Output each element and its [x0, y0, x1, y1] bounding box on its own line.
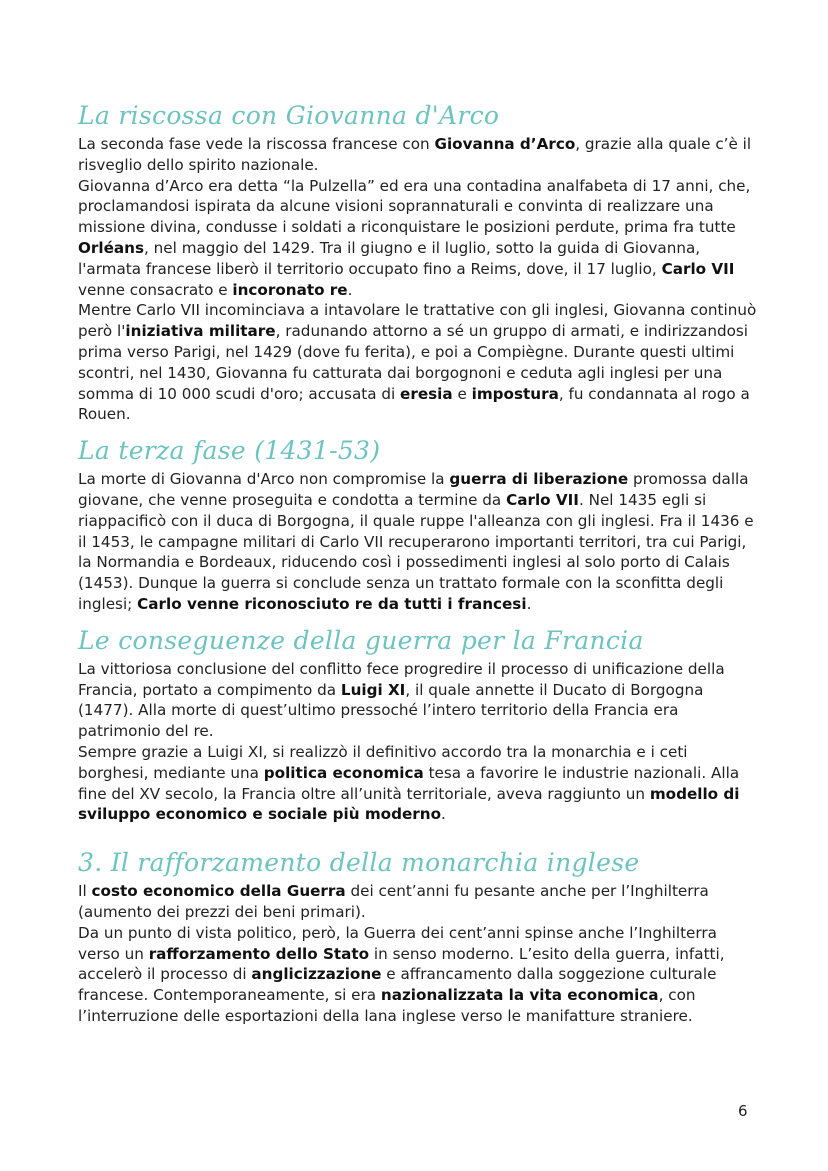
section-paragraph — [78, 300, 758, 425]
body-text: . — [441, 805, 446, 824]
bold-text: nazionalizzata la vita economica — [380, 986, 659, 1005]
body-text: dei cent’anni fu pesante anche per l’Inghilterra (aumento dei prezzi dei beni primari). — [78, 882, 709, 921]
body-text: tesa a favorire le industrie nazionali. Alla fine del XV secolo, la Francia oltre all’unità territoriale, aveva raggiunto un — [78, 763, 740, 803]
section-heading: La terza fase (1431-53) — [78, 436, 381, 466]
bold-text: Orléans — [78, 238, 145, 257]
bold-text: guerra di liberazione — [449, 470, 629, 489]
bold-text: Giovanna d’Arco — [434, 135, 576, 153]
body-text: La morte di Giovanna d'Arco non compromise la — [78, 470, 450, 489]
bold-text: impostura — [471, 384, 559, 403]
section-heading: 3. Il rafforzamento della monarchia inglese — [78, 848, 640, 878]
body-text: La seconda fase vede la riscossa francese con — [78, 135, 435, 153]
bold-text: eresia — [400, 384, 453, 403]
bold-text: Luigi XI — [340, 680, 406, 699]
bold-text: anglicizzazione — [251, 965, 382, 984]
page-number: 6 — [738, 1102, 748, 1120]
section-paragraph — [78, 742, 758, 825]
body-text: Da un punto di vista politico, però, la Guerra dei cent’anni spinse anche l’Inghilterra verso un — [78, 923, 717, 963]
bold-text: costo economico della Guerra — [91, 882, 346, 901]
section-heading: La riscossa con Giovanna d'Arco — [78, 101, 500, 130]
body-text: , nel maggio del 1429. Tra il giugno e il luglio, sotto la guida di Giovanna, l'armata francese liberò il territorio occupato fino a Reims, dove, il 17 luglio, — [78, 238, 701, 278]
body-text: Sempre grazie a Luigi XI, si realizzò il definitivo accordo tra la monarchia e i ceti borghesi, mediante una — [78, 742, 688, 782]
body-text: e — [452, 384, 472, 403]
section-paragraph — [78, 923, 758, 1027]
section-paragraph — [78, 881, 758, 923]
section-gap — [78, 425, 758, 433]
section-gap — [78, 825, 758, 845]
section-paragraph — [78, 469, 758, 615]
body-text: venne consacrato e — [78, 280, 233, 299]
section-gap — [78, 615, 758, 623]
section-paragraph — [78, 176, 758, 301]
body-text: . — [526, 594, 532, 613]
body-text: promossa dalla giovane, che venne proseguita e condotta a termine da — [78, 470, 749, 509]
body-text: in senso moderno. L’esito della guerra, infatti, accelerò il processo di — [78, 944, 725, 984]
body-text: , radunando attorno a sé un gruppo di armati, e indirizzandosi prima verso Parigi, nel 1429 (dove fu ferita), e poi a Compiègne. Durante questi ultimi scontri, nel 1430, Giovanna fu catturata dai borgognoni e ceduta agli inglesi per una somma di 10 000 scudi d'oro; accusata di — [78, 322, 749, 403]
body-text: Il — [78, 882, 92, 901]
section-paragraph — [78, 659, 758, 742]
bold-text: incoronato re — [232, 280, 348, 299]
section-heading: Le conseguenze della guerra per la Francia — [78, 625, 644, 655]
bold-text: Carlo VII — [506, 490, 579, 509]
body-text: , il quale annette il Ducato di Borgogna (1477). Alla morte di quest’ultimo pressoché l’intero territorio della Francia era patrimonio del re. — [78, 680, 704, 741]
section-paragraph — [78, 134, 758, 176]
bold-text: Carlo venne riconosciuto re da tutti i francesi — [137, 594, 527, 613]
body-text: , grazie alla quale c’è il risveglio dello spirito nazionale. — [78, 135, 752, 174]
bold-text: iniziativa militare — [125, 322, 276, 341]
body-text: Mentre Carlo VII incominciava a intavolare le trattative con gli inglesi, Giovanna continuò però l' — [78, 301, 757, 341]
bold-text: politica economica — [263, 763, 424, 782]
bold-text: rafforzamento dello Stato — [148, 944, 370, 963]
document-content — [78, 98, 758, 1027]
body-text: , con l’interruzione delle esportazioni della lana inglese verso le manifatture straniere. — [78, 986, 696, 1025]
body-text: e affrancamento dalla soggezione culturale francese. Contemporaneamente, si era — [78, 965, 717, 1005]
body-text: . Nel 1435 egli si riappacificò con il duca di Borgogna, il quale ruppe l'alleanza con gli inglesi. Fra il 1436 e il 1453, le campagne militari di Carlo VII recuperarono importanti territori, tra cui Parigi, la Normandia e Bordeaux, riducendo così i possedimenti inglesi al solo porto di Calais (1453). Dunque la guerra si conclude senza un trattato formale con la sconfitta degli inglesi; — [78, 490, 754, 613]
body-text: Giovanna d’Arco era detta “la Pulzella” ed era una contadina analfabeta di 17 anni, che, proclamandosi ispirata da alcune visioni soprannaturali e convinta di realizzare una missione divina, condusse i soldati a riconquistare le posizioni perdute, prima fra tutte — [78, 176, 751, 237]
body-text: La vittoriosa conclusione del conflitto fece progredire il processo di unificazione della Francia, portato a compimento da — [78, 659, 725, 699]
bold-text: Carlo VII — [661, 259, 735, 278]
bold-text: modello di sviluppo economico e sociale più moderno — [78, 784, 740, 824]
body-text: , fu condannata al rogo a Rouen. — [78, 384, 750, 424]
body-text: . — [347, 280, 353, 299]
